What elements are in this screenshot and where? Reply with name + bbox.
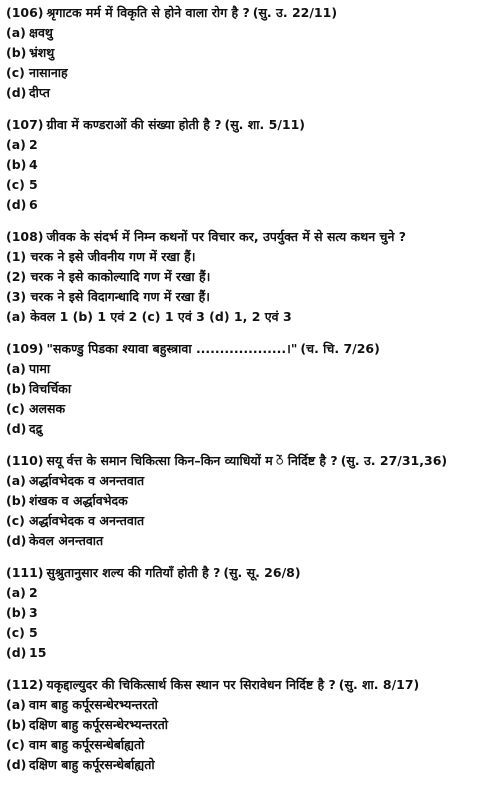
option-text: वाम बाहु कर्पूरसन्धेरभ्यन्तरतो	[29, 697, 158, 712]
question-111	[6, 563, 496, 663]
option-d	[6, 755, 496, 775]
question-stem: श्रृगाटक मर्म में विकृति से होने वाला रोग है ?	[46, 5, 250, 20]
option-text: 5	[29, 177, 38, 192]
option-text: शंखक व अर्द्धावभेदक	[29, 493, 128, 508]
option-a	[6, 359, 496, 379]
option-text: वाम बाहु कर्पूरसन्धेर्बाह्यतो	[29, 737, 145, 752]
option-d	[6, 643, 496, 663]
option-text: 3	[29, 605, 38, 620]
question-stem: सयू र्वत्त के समान चिकित्सा किन–किन व्याधियों म ें निर्दिष्ट है ?	[46, 453, 338, 468]
option-text: 5	[29, 625, 38, 640]
option-d	[6, 83, 496, 103]
option-letter: (a)	[6, 137, 26, 152]
option-d	[6, 531, 496, 551]
question-number: (112)	[6, 677, 44, 692]
question-page	[6, 3, 496, 787]
option-d	[6, 195, 496, 215]
option-letter: (a)	[6, 585, 26, 600]
option-text: 6	[29, 197, 38, 212]
option-c	[6, 623, 496, 643]
option-d	[6, 419, 496, 439]
option-letter: (b)	[6, 381, 27, 396]
option-text: दक्षिण बाहु कर्पूरसन्धेरभ्यन्तरतो	[29, 717, 169, 732]
question-text	[6, 339, 496, 359]
option-text: अर्द्धावभेदक व अनन्तवात	[29, 473, 145, 488]
option-letter: (b)	[6, 717, 27, 732]
option-b	[6, 379, 496, 399]
option-letter: (c)	[6, 625, 25, 640]
option-letter: (c)	[6, 401, 25, 416]
reference: (सु. शा. 5/11)	[224, 117, 305, 132]
option-b	[6, 43, 496, 63]
option-text: क्षवथु	[29, 25, 53, 40]
question-number: (111)	[6, 565, 44, 580]
option-letter: (d)	[6, 757, 27, 772]
option-a	[6, 471, 496, 491]
question-text	[6, 3, 496, 23]
option-text: केवल अनन्तवात	[29, 533, 104, 548]
question-number: (110)	[6, 453, 44, 468]
option-text: दद्रु	[29, 421, 43, 436]
option-text: 2	[29, 137, 38, 152]
statement-2: (2) चरक ने इसे काकोल्यादि गण में रखा हैं।	[6, 269, 211, 284]
question-stem: सुश्रुतानुसार शल्य की गतियाँ होती है ?	[46, 565, 221, 580]
option-letter: (d)	[6, 421, 27, 436]
option-text: नासानाह	[29, 65, 68, 80]
statement-3: (3) चरक ने इसे विदागन्धादि गण में रखा हैं।	[6, 289, 210, 304]
option-text: अर्द्धावभेदक व अनन्तवात	[29, 513, 145, 528]
option-text: 4	[29, 157, 38, 172]
combined-options: (a) केवल 1 (b) 1 एवं 2 (c) 1 एवं 3 (d) 1, 2 एवं 3	[6, 309, 292, 324]
option-b	[6, 491, 496, 511]
option-letter: (c)	[6, 177, 25, 192]
option-c	[6, 399, 496, 419]
option-c	[6, 735, 496, 755]
option-text: भ्रंशथु	[29, 45, 55, 60]
question-number: (106)	[6, 5, 44, 20]
option-text: 2	[29, 585, 38, 600]
option-letter: (a)	[6, 697, 26, 712]
option-c	[6, 63, 496, 83]
option-letter: (c)	[6, 737, 25, 752]
option-letter: (a)	[6, 25, 26, 40]
option-letter: (b)	[6, 157, 27, 172]
option-a	[6, 583, 496, 603]
option-letter: (a)	[6, 473, 26, 488]
option-letter: (b)	[6, 605, 27, 620]
reference: (सु. शा. 8/17)	[338, 677, 420, 692]
reference: (सु. उ. 27/31,36)	[340, 453, 448, 468]
question-stem: "सकण्डु पिडका श्यावा बहुस्त्रावा ...................।"	[46, 341, 298, 356]
question-number: (109)	[6, 341, 44, 356]
option-c	[6, 511, 496, 531]
option-b	[6, 155, 496, 175]
question-110	[6, 451, 496, 551]
question-text	[6, 115, 496, 135]
question-109	[6, 339, 496, 439]
question-stem: यकृद्दाल्युदर की चिकित्सार्थ किस स्थान पर सिरावेधन निर्दिष्ट है ?	[46, 677, 336, 692]
reference: (च. चि. 7/26)	[300, 341, 380, 356]
option-c	[6, 175, 496, 195]
option-a	[6, 135, 496, 155]
option-letter: (a)	[6, 361, 26, 376]
option-text: विचर्चिका	[29, 381, 72, 396]
option-b	[6, 715, 496, 735]
question-text	[6, 227, 496, 247]
option-letter: (b)	[6, 45, 27, 60]
question-number: (107)	[6, 117, 44, 132]
statement-1: (1) चरक ने इसे जीवनीय गण में रखा हैं।	[6, 249, 196, 264]
option-letter: (d)	[6, 533, 27, 548]
option-a	[6, 695, 496, 715]
question-text	[6, 563, 496, 583]
reference: (सु. सू. 26/8)	[223, 565, 301, 580]
option-letter: (d)	[6, 85, 27, 100]
option-text: 15	[29, 645, 47, 660]
question-stem: जीवक के संदर्भ में निम्न कथनों पर विचार कर, उपर्युक्त में से सत्य कथन चुने ?	[46, 229, 406, 244]
option-letter: (d)	[6, 645, 27, 660]
reference: (सु. उ. 22/11)	[252, 5, 338, 20]
question-text	[6, 451, 496, 471]
question-107	[6, 115, 496, 215]
question-stem: ग्रीवा में कण्डराओं की संख्या होती है ?	[46, 117, 222, 132]
question-108	[6, 227, 496, 327]
option-text: दीप्त	[29, 85, 50, 100]
question-112	[6, 675, 496, 775]
option-letter: (b)	[6, 493, 27, 508]
option-letter: (c)	[6, 513, 25, 528]
question-106	[6, 3, 496, 103]
option-text: अलसक	[29, 401, 66, 416]
question-number: (108)	[6, 229, 44, 244]
option-text: दक्षिण बाहु कर्पूरसन्धेर्बाह्यतो	[29, 757, 155, 772]
option-letter: (d)	[6, 197, 27, 212]
option-b	[6, 603, 496, 623]
option-a	[6, 23, 496, 43]
question-text	[6, 675, 496, 695]
option-letter: (c)	[6, 65, 25, 80]
option-text: पामा	[29, 361, 51, 376]
